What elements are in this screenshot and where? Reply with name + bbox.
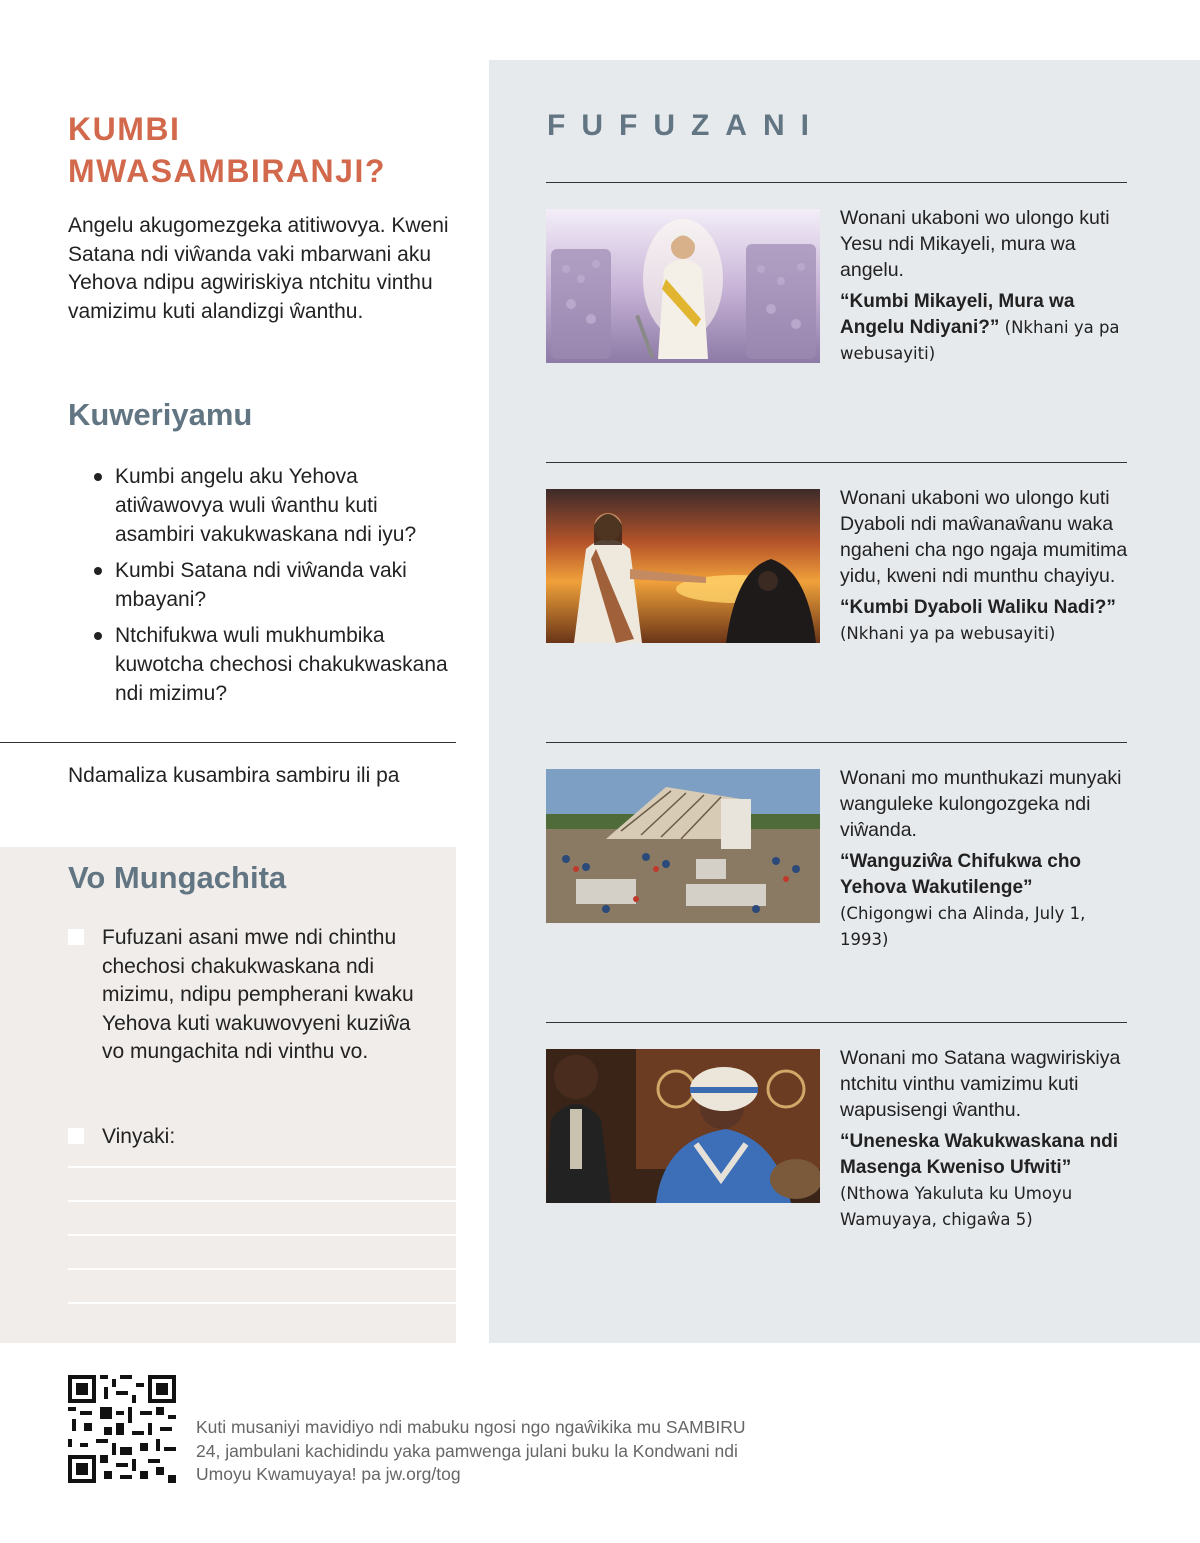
card-divider [546,182,1127,183]
writing-line[interactable] [68,1302,456,1304]
research-card [840,1045,1130,1233]
card-title[interactable]: “Kumbi Mikayeli, Mura wa Angelu Ndiyani?” [840,291,1075,338]
bullet-icon [94,567,102,575]
card-description: Wonani mo munthukazi munyaki wanguleke kulongozgeka ndi viŵanda. [840,767,1122,841]
goal-item-other[interactable]: Vinyaki: [68,1123,438,1152]
card-divider [546,1022,1127,1023]
goals-heading: Vo Mungachita [68,860,287,895]
card-title[interactable]: “Kumbi Dyaboli Waliku Nadi?” [840,597,1116,618]
card-divider [546,742,1127,743]
research-card [840,205,1130,367]
checkbox-icon[interactable] [68,929,84,945]
card-reference[interactable] [840,1129,1130,1233]
research-heading: FUFUZANI [547,109,825,142]
divider [0,742,456,743]
card-reference[interactable] [840,289,1130,367]
card-source: (Nthowa Yakuluta ku Umoyu Wamuyaya, chigaŵa 5) [840,1184,1073,1229]
card-source: (Nkhani ya pa webusayiti) [840,318,1120,363]
footer-note [196,1416,756,1487]
review-question: Ntchifukwa wuli mukhumbika kuwotcha chechosi chakukwaskana ndi mizimu? [92,621,458,708]
card-title[interactable]: “Wanguziŵa Chifukwa cho Yehova Wakutilenge” [840,851,1082,898]
checkbox-icon[interactable] [68,1128,84,1144]
bullet-icon [94,632,102,640]
angel-army-image[interactable] [546,209,820,363]
card-source: (Chigongwi cha Alinda, July 1, 1993) [840,904,1086,949]
card-reference[interactable] [840,849,1130,953]
writing-line[interactable] [68,1166,456,1168]
card-description: Wonani mo Satana wagwiriskiya ntchitu vinthu vamizimu kuti wapusisengi ŵanthu. [840,1047,1121,1121]
review-question: Kumbi Satana ndi viŵanda vaki mbayani? [92,556,458,614]
bullet-icon [94,473,102,481]
writing-line[interactable] [68,1234,456,1236]
traditional-healer-image[interactable] [546,1049,820,1203]
review-questions [92,462,458,715]
qr-code-icon[interactable] [68,1375,176,1483]
writing-line[interactable] [68,1200,456,1202]
research-card [840,765,1130,953]
card-divider [546,462,1127,463]
research-card [840,485,1130,647]
goal-item[interactable]: Fufuzani asani mwe ndi chinthu chechosi chakukwaskana ndi mizimu, ndipu pempherani kwaku Yehova kuti wakuwovyeni kuziŵa vo mungachita ndi vinthu vo. [68,924,438,1067]
main-heading: KUMBI MWASAMBIRANJI? [68,111,386,189]
card-title[interactable]: “Uneneska Wakukwaskana ndi Masenga Kweniso Ufwiti” [840,1131,1119,1178]
card-description: Wonani ukaboni wo ulongo kuti Yesu ndi Mikayeli, mura wa angelu. [840,207,1110,281]
writing-line[interactable] [68,1268,456,1270]
review-question: Kumbi angelu aku Yehova atiŵawovya wuli ŵanthu kuti asambiri vakukwaskana ndi iyu? [92,462,458,549]
footer-text: Kuti musaniyi mavidiyo ndi mabuku ngosi ngo ngaŵikika mu SAMBIRU 24, jambulani kachidindu yaka pamwenga julani buku la Kondwani ndi Umoyu Kwamuyaya! pa jw.org/tog [196,1417,746,1484]
card-reference[interactable] [840,595,1130,647]
review-heading: Kuweriyamu [68,397,253,432]
completed-date-line[interactable]: Ndamaliza kusambira sambiru ili pa [68,764,400,787]
card-source: (Nkhani ya pa webusayiti) [840,624,1056,643]
hall-construction-image[interactable] [546,769,820,923]
jesus-rebukes-devil-image[interactable] [546,489,820,643]
card-description: Wonani ukaboni wo ulongo kuti Dyaboli ndi maŵanaŵanu waka ngaheni cha ngo ngaja mumitima yidu, kweni ndi munthu chayiyu. [840,487,1128,587]
intro-paragraph: Angelu akugomezgeka atitiwovya. Kweni Satana ndi viŵanda vaki mbarwani aku Yehova ndipu agwiriskiya ntchitu vinthu vamizimu kuti alandizgi ŵanthu. [68,214,449,323]
